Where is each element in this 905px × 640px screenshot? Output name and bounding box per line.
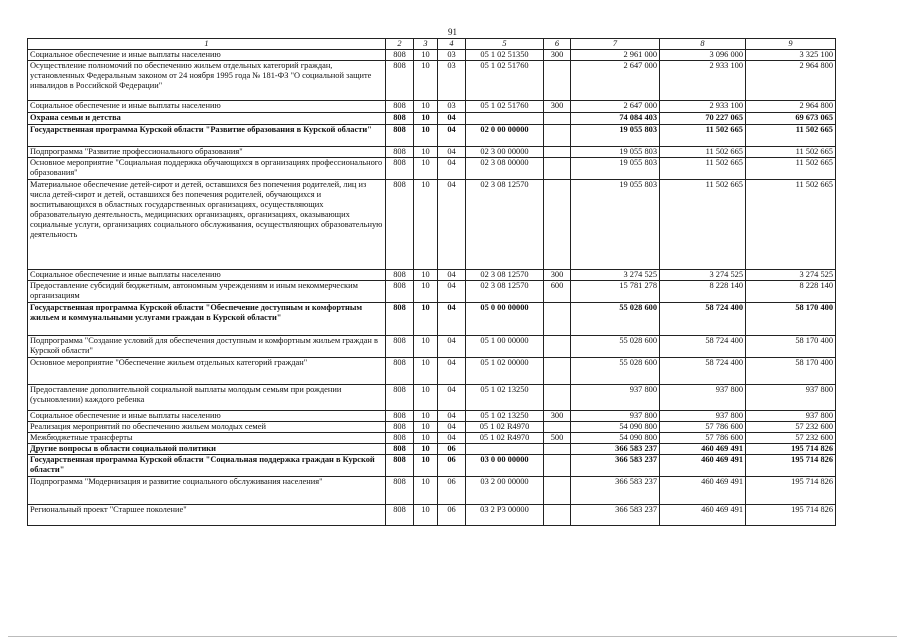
- column-number-9: 9: [746, 39, 836, 50]
- row-code-section: 10: [414, 422, 438, 433]
- row-name: Охрана семьи и детства: [28, 113, 386, 125]
- row-code-target: [466, 444, 544, 455]
- row-code-admin: 808: [386, 61, 414, 101]
- table-row: [28, 113, 836, 125]
- row-value-year-3: 58 170 400: [746, 358, 836, 385]
- row-code-expense-type: 500: [544, 433, 571, 444]
- column-number-1: 1: [28, 39, 386, 50]
- row-value-year-3: 195 714 826: [746, 444, 836, 455]
- row-code-admin: 808: [386, 50, 414, 61]
- row-value-year-2: 2 933 100: [660, 101, 746, 113]
- row-code-subsection: 06: [438, 477, 466, 505]
- row-value-year-3: 11 502 665: [746, 180, 836, 270]
- row-code-subsection: 04: [438, 303, 466, 336]
- row-name: Социальное обеспечение и иные выплаты населению: [28, 270, 386, 281]
- row-code-admin: 808: [386, 270, 414, 281]
- page-number: 91: [448, 27, 457, 37]
- row-value-year-2: 58 724 400: [660, 358, 746, 385]
- row-code-target: 05 1 00 00000: [466, 336, 544, 358]
- table-row: [28, 61, 836, 101]
- row-value-year-3: 3 325 100: [746, 50, 836, 61]
- row-code-expense-type: [544, 477, 571, 505]
- row-value-year-1: 74 084 403: [571, 113, 660, 125]
- row-name: Социальное обеспечение и иные выплаты населению: [28, 50, 386, 61]
- row-value-year-3: 58 170 400: [746, 303, 836, 336]
- row-value-year-2: 937 800: [660, 385, 746, 411]
- column-number-6: 6: [544, 39, 571, 50]
- row-code-section: 10: [414, 158, 438, 180]
- table-row: [28, 336, 836, 358]
- table-row: [28, 147, 836, 158]
- row-code-expense-type: [544, 113, 571, 125]
- row-code-expense-type: [544, 180, 571, 270]
- row-value-year-2: 58 724 400: [660, 336, 746, 358]
- row-code-subsection: 03: [438, 61, 466, 101]
- row-name: Государственная программа Курской области "Развитие образования в Курской области": [28, 125, 386, 147]
- row-code-target: 05 1 02 R4970: [466, 433, 544, 444]
- row-code-section: 10: [414, 411, 438, 422]
- row-code-admin: 808: [386, 444, 414, 455]
- row-code-subsection: 04: [438, 281, 466, 303]
- row-value-year-3: 937 800: [746, 385, 836, 411]
- row-code-section: 10: [414, 433, 438, 444]
- row-value-year-2: 8 228 140: [660, 281, 746, 303]
- row-code-subsection: 04: [438, 385, 466, 411]
- row-code-admin: 808: [386, 477, 414, 505]
- column-number-3: 3: [414, 39, 438, 50]
- row-value-year-3: 11 502 665: [746, 147, 836, 158]
- row-code-target: 05 1 02 13250: [466, 385, 544, 411]
- row-value-year-1: 2 647 000: [571, 101, 660, 113]
- budget-table: [27, 38, 836, 526]
- row-code-expense-type: 300: [544, 50, 571, 61]
- row-value-year-1: 55 028 600: [571, 336, 660, 358]
- row-code-target: 02 3 08 12570: [466, 180, 544, 270]
- row-code-subsection: 04: [438, 113, 466, 125]
- row-value-year-3: 11 502 665: [746, 125, 836, 147]
- row-code-section: 10: [414, 477, 438, 505]
- row-code-admin: 808: [386, 113, 414, 125]
- row-code-expense-type: [544, 358, 571, 385]
- table-row: [28, 158, 836, 180]
- column-number-4: 4: [438, 39, 466, 50]
- row-value-year-1: 2 961 000: [571, 50, 660, 61]
- row-value-year-3: 58 170 400: [746, 336, 836, 358]
- table-row: [28, 505, 836, 526]
- table-row: [28, 281, 836, 303]
- page-edge-line: [8, 636, 897, 637]
- table-row: [28, 385, 836, 411]
- row-code-subsection: 03: [438, 101, 466, 113]
- row-code-subsection: 04: [438, 158, 466, 180]
- row-value-year-2: 11 502 665: [660, 125, 746, 147]
- table-row: [28, 411, 836, 422]
- row-value-year-2: 57 786 600: [660, 422, 746, 433]
- row-value-year-2: 3 096 000: [660, 50, 746, 61]
- row-value-year-2: 11 502 665: [660, 158, 746, 180]
- table-row: [28, 270, 836, 281]
- row-code-expense-type: [544, 444, 571, 455]
- row-code-admin: 808: [386, 411, 414, 422]
- row-value-year-1: 55 028 600: [571, 303, 660, 336]
- row-name: Основное мероприятие "Обеспечение жильем отдельных категорий граждан": [28, 358, 386, 385]
- row-code-admin: 808: [386, 358, 414, 385]
- row-name: Государственная программа Курской области "Социальная поддержка граждан в Курской области": [28, 455, 386, 477]
- row-value-year-1: 19 055 803: [571, 147, 660, 158]
- row-code-section: 10: [414, 125, 438, 147]
- row-code-subsection: 04: [438, 180, 466, 270]
- row-value-year-3: 2 964 800: [746, 61, 836, 101]
- table-row: [28, 477, 836, 505]
- row-name: Материальное обеспечение детей-сирот и детей, оставшихся без попечения родителей, лиц из числа детей-сирот и детей, оставшихся без попечения родителей, обучающихся и воспитывающихся в областных государственных организациях, осуществляющих образовательную деятельность, медицинских организациях, организациях, оказывающих социальные услуги, организациях социального обслуживания, осуществляющих образовательную деятельность: [28, 180, 386, 270]
- row-code-admin: 808: [386, 125, 414, 147]
- row-name: Реализация мероприятий по обеспечению жильем молодых семей: [28, 422, 386, 433]
- row-value-year-1: 366 583 237: [571, 477, 660, 505]
- row-code-target: 03 2 00 00000: [466, 477, 544, 505]
- row-code-subsection: 04: [438, 411, 466, 422]
- column-number-8: 8: [660, 39, 746, 50]
- row-value-year-3: 57 232 600: [746, 422, 836, 433]
- row-code-section: 10: [414, 50, 438, 61]
- row-code-expense-type: [544, 455, 571, 477]
- table-row: [28, 180, 836, 270]
- row-code-subsection: 06: [438, 444, 466, 455]
- row-value-year-3: 2 964 800: [746, 101, 836, 113]
- row-value-year-3: 3 274 525: [746, 270, 836, 281]
- row-code-expense-type: [544, 125, 571, 147]
- row-name: Подпрограмма "Создание условий для обеспечения доступным и комфортным жильем граждан в Курской области": [28, 336, 386, 358]
- row-value-year-1: 19 055 803: [571, 158, 660, 180]
- row-code-target: 05 1 02 51350: [466, 50, 544, 61]
- row-code-subsection: 04: [438, 358, 466, 385]
- row-code-expense-type: [544, 61, 571, 101]
- row-code-target: 02 3 08 12570: [466, 281, 544, 303]
- row-value-year-3: 195 714 826: [746, 477, 836, 505]
- row-code-section: 10: [414, 336, 438, 358]
- row-code-target: [466, 113, 544, 125]
- row-value-year-2: 11 502 665: [660, 180, 746, 270]
- row-value-year-2: 460 469 491: [660, 444, 746, 455]
- row-code-target: 05 1 02 R4970: [466, 422, 544, 433]
- row-code-section: 10: [414, 444, 438, 455]
- row-code-section: 10: [414, 61, 438, 101]
- row-value-year-2: 70 227 065: [660, 113, 746, 125]
- row-code-target: 05 1 02 51760: [466, 101, 544, 113]
- row-code-section: 10: [414, 358, 438, 385]
- row-value-year-1: 54 090 800: [571, 433, 660, 444]
- row-code-section: 10: [414, 113, 438, 125]
- row-value-year-2: 460 469 491: [660, 505, 746, 526]
- row-code-target: 05 1 02 13250: [466, 411, 544, 422]
- column-number-5: 5: [466, 39, 544, 50]
- row-code-section: 10: [414, 505, 438, 526]
- row-code-target: 02 3 08 12570: [466, 270, 544, 281]
- row-code-section: 10: [414, 385, 438, 411]
- table-row: [28, 50, 836, 61]
- row-value-year-1: 937 800: [571, 385, 660, 411]
- row-value-year-1: 54 090 800: [571, 422, 660, 433]
- row-code-admin: 808: [386, 505, 414, 526]
- row-name: Другие вопросы в области социальной политики: [28, 444, 386, 455]
- row-code-expense-type: 300: [544, 101, 571, 113]
- row-name: Предоставление субсидий бюджетным, автономным учреждениям и иным некоммерческим организациям: [28, 281, 386, 303]
- row-name: Социальное обеспечение и иные выплаты населению: [28, 411, 386, 422]
- row-code-expense-type: [544, 385, 571, 411]
- row-code-admin: 808: [386, 433, 414, 444]
- row-code-expense-type: [544, 505, 571, 526]
- row-code-section: 10: [414, 303, 438, 336]
- table-row: [28, 433, 836, 444]
- row-value-year-2: 460 469 491: [660, 455, 746, 477]
- table-row: [28, 358, 836, 385]
- row-value-year-1: 366 583 237: [571, 505, 660, 526]
- table-row: [28, 125, 836, 147]
- row-code-subsection: 04: [438, 270, 466, 281]
- row-value-year-3: 195 714 826: [746, 505, 836, 526]
- row-code-subsection: 04: [438, 422, 466, 433]
- row-value-year-2: 937 800: [660, 411, 746, 422]
- row-code-subsection: 03: [438, 50, 466, 61]
- row-code-admin: 808: [386, 455, 414, 477]
- row-name: Осуществление полномочий по обеспечению жильем отдельных категорий граждан, установленных Федеральным законом от 24 ноября 1995 года № 181-ФЗ "О социальной защите инвалидов в Российской Федерации": [28, 61, 386, 101]
- table-row: [28, 422, 836, 433]
- row-code-admin: 808: [386, 281, 414, 303]
- row-value-year-2: 11 502 665: [660, 147, 746, 158]
- row-code-target: 03 2 P3 00000: [466, 505, 544, 526]
- row-value-year-3: 937 800: [746, 411, 836, 422]
- row-code-section: 10: [414, 281, 438, 303]
- row-code-target: 05 1 02 51760: [466, 61, 544, 101]
- row-code-admin: 808: [386, 180, 414, 270]
- row-value-year-1: 2 647 000: [571, 61, 660, 101]
- row-code-target: 02 3 08 00000: [466, 158, 544, 180]
- row-code-section: 10: [414, 270, 438, 281]
- table-row: [28, 455, 836, 477]
- row-value-year-2: 460 469 491: [660, 477, 746, 505]
- row-code-admin: 808: [386, 147, 414, 158]
- row-value-year-2: 3 274 525: [660, 270, 746, 281]
- row-code-target: 02 3 00 00000: [466, 147, 544, 158]
- row-code-target: 02 0 00 00000: [466, 125, 544, 147]
- row-value-year-1: 19 055 803: [571, 125, 660, 147]
- row-code-subsection: 04: [438, 147, 466, 158]
- row-code-subsection: 04: [438, 433, 466, 444]
- row-code-target: 03 0 00 00000: [466, 455, 544, 477]
- column-number-2: 2: [386, 39, 414, 50]
- row-value-year-1: 366 583 237: [571, 444, 660, 455]
- row-code-subsection: 04: [438, 125, 466, 147]
- row-value-year-1: 55 028 600: [571, 358, 660, 385]
- row-name: Государственная программа Курской области "Обеспечение доступным и комфортным жильем и коммунальными услугами граждан в Курской области": [28, 303, 386, 336]
- row-code-target: 05 1 02 00000: [466, 358, 544, 385]
- row-code-target: 05 0 00 00000: [466, 303, 544, 336]
- row-name: Предоставление дополнительной социальной выплаты молодым семьям при рождении (усыновлении) каждого ребенка: [28, 385, 386, 411]
- row-value-year-2: 58 724 400: [660, 303, 746, 336]
- row-code-admin: 808: [386, 336, 414, 358]
- row-value-year-3: 57 232 600: [746, 433, 836, 444]
- row-value-year-1: 15 781 278: [571, 281, 660, 303]
- row-value-year-3: 8 228 140: [746, 281, 836, 303]
- row-code-subsection: 06: [438, 505, 466, 526]
- row-code-expense-type: 600: [544, 281, 571, 303]
- table-header-row: [28, 39, 836, 50]
- row-code-expense-type: 300: [544, 270, 571, 281]
- row-code-expense-type: 300: [544, 411, 571, 422]
- row-code-section: 10: [414, 455, 438, 477]
- row-name: Межбюджетные трансферты: [28, 433, 386, 444]
- row-name: Подпрограмма "Модернизация и развитие социального обслуживания населения": [28, 477, 386, 505]
- row-value-year-2: 2 933 100: [660, 61, 746, 101]
- row-code-subsection: 06: [438, 455, 466, 477]
- row-name: Основное мероприятие "Социальная поддержка обучающихся в организациях профессионального образования": [28, 158, 386, 180]
- row-value-year-1: 937 800: [571, 411, 660, 422]
- row-code-admin: 808: [386, 303, 414, 336]
- row-value-year-1: 19 055 803: [571, 180, 660, 270]
- row-code-expense-type: [544, 158, 571, 180]
- table-row: [28, 444, 836, 455]
- row-code-admin: 808: [386, 385, 414, 411]
- row-name: Подпрограмма "Развитие профессионального образования": [28, 147, 386, 158]
- column-number-7: 7: [571, 39, 660, 50]
- row-name: Региональный проект "Старшее поколение": [28, 505, 386, 526]
- row-code-expense-type: [544, 147, 571, 158]
- row-code-section: 10: [414, 180, 438, 270]
- row-code-section: 10: [414, 147, 438, 158]
- row-value-year-3: 11 502 665: [746, 158, 836, 180]
- row-value-year-3: 195 714 826: [746, 455, 836, 477]
- table-row: [28, 303, 836, 336]
- row-code-expense-type: [544, 422, 571, 433]
- row-code-subsection: 04: [438, 336, 466, 358]
- row-code-expense-type: [544, 303, 571, 336]
- table-row: [28, 101, 836, 113]
- row-value-year-1: 3 274 525: [571, 270, 660, 281]
- row-code-admin: 808: [386, 101, 414, 113]
- row-name: Социальное обеспечение и иные выплаты населению: [28, 101, 386, 113]
- row-code-admin: 808: [386, 422, 414, 433]
- row-value-year-3: 69 673 065: [746, 113, 836, 125]
- row-value-year-2: 57 786 600: [660, 433, 746, 444]
- row-code-admin: 808: [386, 158, 414, 180]
- row-value-year-1: 366 583 237: [571, 455, 660, 477]
- row-code-section: 10: [414, 101, 438, 113]
- row-code-expense-type: [544, 336, 571, 358]
